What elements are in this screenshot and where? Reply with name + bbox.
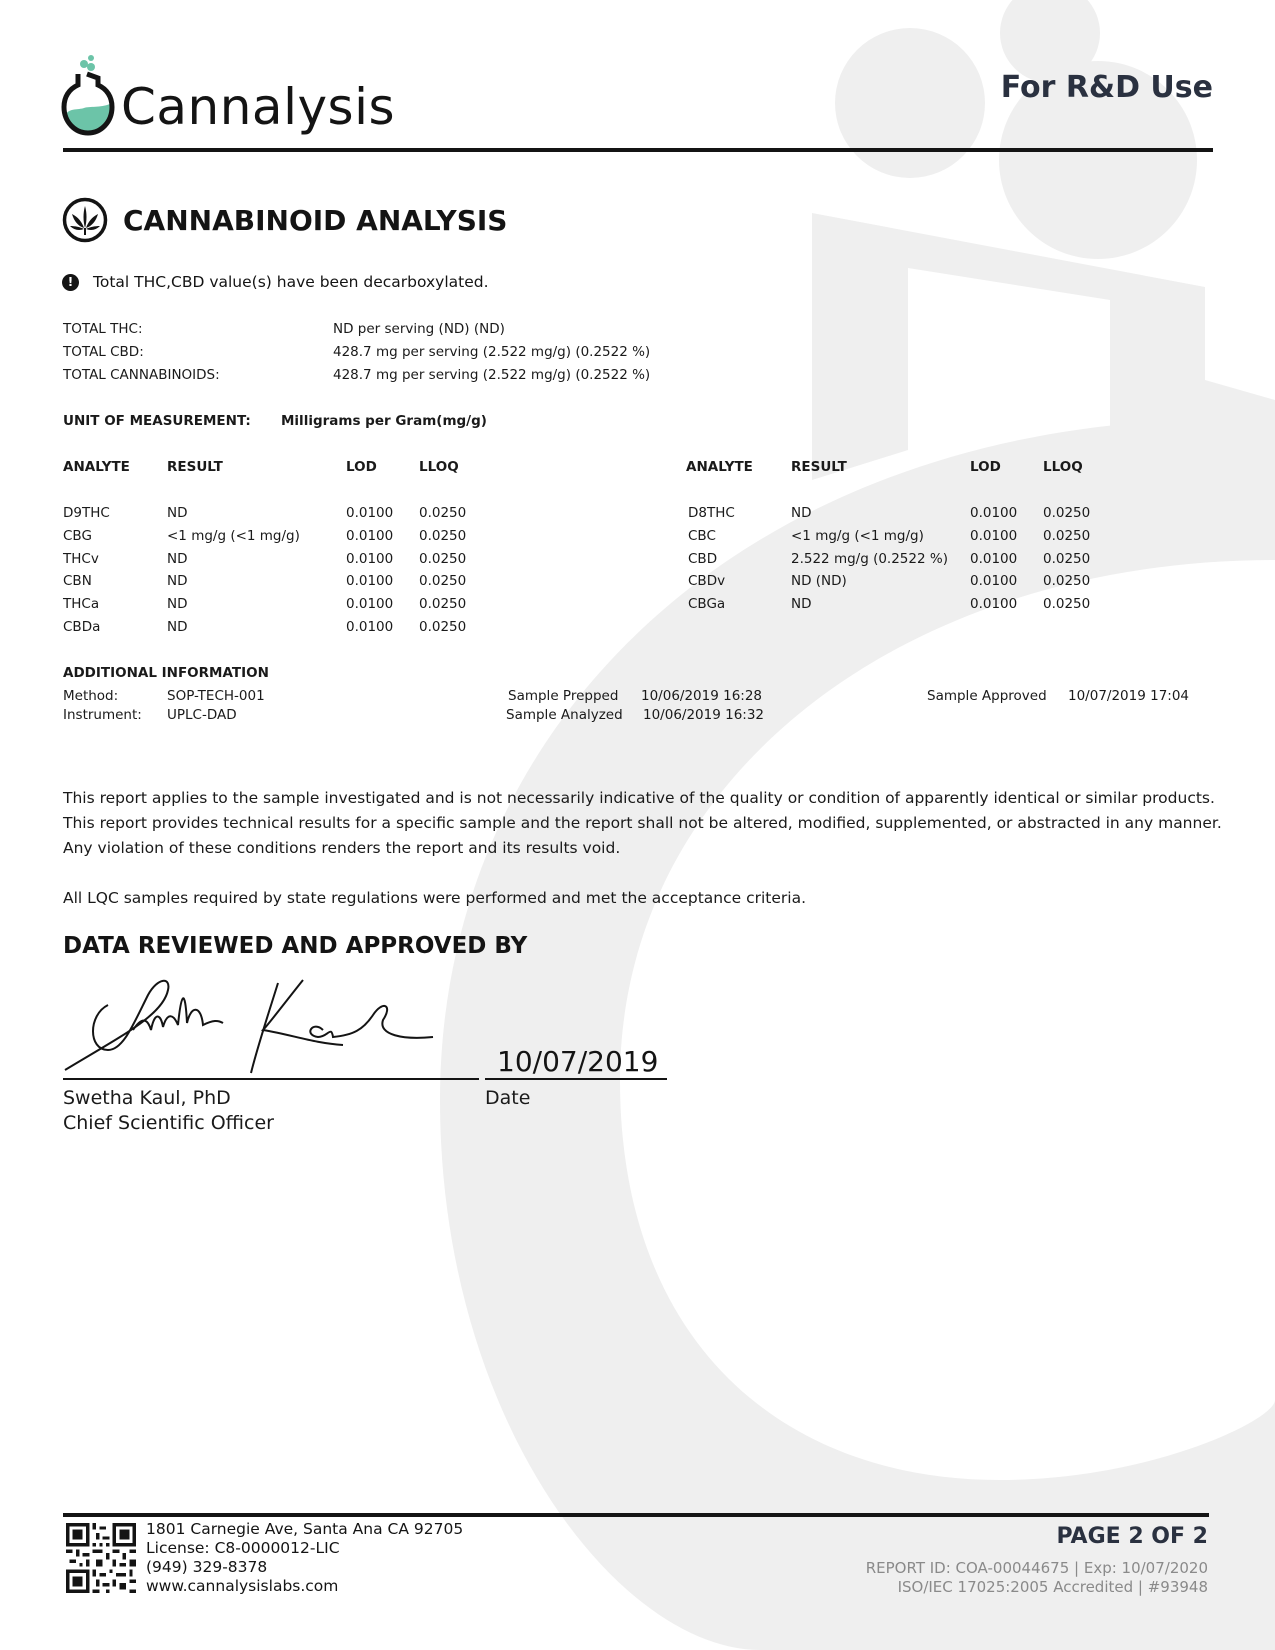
sample-prepped-value: 10/06/2019 16:28: [641, 688, 763, 704]
table-cell-lloq: 0.0250: [419, 505, 467, 521]
accreditation: ISO/IEC 17025:2005 Accredited | #93948: [897, 1578, 1208, 1596]
table-cell-analyte: CBDa: [63, 619, 101, 635]
approver-title: Chief Scientific Officer: [63, 1112, 274, 1134]
table-cell-lloq: 0.0250: [419, 573, 467, 589]
table-cell-lod: 0.0100: [346, 596, 394, 612]
table-cell-lod: 0.0100: [346, 619, 394, 635]
table-cell-analyte: CBD: [688, 551, 718, 567]
sample-prepped-label: Sample Prepped: [508, 688, 619, 704]
unit-value: Milligrams per Gram(mg/g): [281, 413, 487, 429]
sample-approved-label: Sample Approved: [927, 688, 1047, 704]
disclaimer-line: This report applies to the sample investigated and is not necessarily indicative of the quality or condition of apparently identical or similar products.: [63, 789, 1215, 807]
table-cell-lloq: 0.0250: [419, 528, 467, 544]
approval-title: DATA REVIEWED AND APPROVED BY: [63, 933, 528, 959]
table-cell-result: <1 mg/g (<1 mg/g): [167, 528, 300, 544]
date-line: [485, 1078, 667, 1080]
table-cell-lod: 0.0100: [970, 573, 1018, 589]
signature-image: [63, 975, 443, 1075]
usage-label: For R&D Use: [1000, 70, 1213, 105]
table-cell-lloq: 0.0250: [1043, 573, 1091, 589]
lqc-statement: All LQC samples required by state regulations were performed and met the acceptance criteria.: [63, 889, 807, 907]
page-number: PAGE 2 OF 2: [1056, 1524, 1208, 1549]
disclaimer-line: Any violation of these conditions renders the report and its results void.: [63, 839, 621, 857]
date-label: Date: [485, 1087, 531, 1109]
table-cell-lloq: 0.0250: [419, 551, 467, 567]
table-cell-lloq: 0.0250: [419, 596, 467, 612]
table-cell-result: 2.522 mg/g (0.2522 %): [791, 551, 948, 567]
table-cell-analyte: CBDv: [688, 573, 726, 589]
table-cell-lloq: 0.0250: [1043, 551, 1091, 567]
column-header-lloq: LLOQ: [419, 459, 459, 475]
sample-analyzed-value: 10/06/2019 16:32: [643, 707, 765, 723]
table-cell-lod: 0.0100: [346, 573, 394, 589]
method-label: Method:: [63, 688, 119, 704]
column-header-lod: LOD: [970, 459, 1001, 475]
table-cell-lloq: 0.0250: [1043, 505, 1091, 521]
total-cbd-value: 428.7 mg per serving (2.522 mg/g) (0.2522 %): [333, 344, 651, 360]
table-cell-result: <1 mg/g (<1 mg/g): [791, 528, 924, 544]
table-cell-result: ND (ND): [791, 573, 847, 589]
decarboxylation-note: Total THC,CBD value(s) have been decarboxylated.: [93, 273, 489, 291]
table-cell-lod: 0.0100: [970, 528, 1018, 544]
total-thc-label: TOTAL THC:: [63, 321, 143, 337]
header-divider: [63, 148, 1213, 152]
column-header-result: RESULT: [167, 459, 223, 475]
table-cell-analyte: D9THC: [63, 505, 110, 521]
table-cell-analyte: CBC: [688, 528, 716, 544]
table-cell-lod: 0.0100: [346, 505, 394, 521]
total-cannabinoids-value: 428.7 mg per serving (2.522 mg/g) (0.2522 %): [333, 367, 651, 383]
table-cell-analyte: THCv: [63, 551, 99, 567]
instrument-value: UPLC-DAD: [167, 707, 237, 723]
table-cell-analyte: CBG: [63, 528, 92, 544]
cannalysis-flask-logo-icon: [60, 52, 118, 137]
qr-code-icon: [66, 1523, 136, 1593]
column-header-analyte: ANALYTE: [686, 459, 753, 475]
table-cell-result: ND: [167, 573, 188, 589]
signature-line: [63, 1078, 479, 1080]
table-cell-analyte: THCa: [63, 596, 100, 612]
column-header-lloq: LLOQ: [1043, 459, 1083, 475]
sample-analyzed-label: Sample Analyzed: [506, 707, 623, 723]
table-cell-lloq: 0.0250: [419, 619, 467, 635]
column-header-lod: LOD: [346, 459, 377, 475]
table-cell-lloq: 0.0250: [1043, 528, 1091, 544]
table-cell-result: ND: [167, 596, 188, 612]
section-title: CANNABINOID ANALYSIS: [123, 204, 508, 237]
table-cell-lod: 0.0100: [346, 551, 394, 567]
alert-info-icon: !: [62, 274, 79, 291]
sample-approved-value: 10/07/2019 17:04: [1068, 688, 1190, 704]
total-thc-value: ND per serving (ND) (ND): [333, 321, 505, 337]
instrument-label: Instrument:: [63, 707, 142, 723]
approver-name: Swetha Kaul, PhD: [63, 1087, 231, 1109]
table-cell-result: ND: [791, 596, 812, 612]
cannabis-leaf-icon: [62, 197, 108, 243]
footer-address: 1801 Carnegie Ave, Santa Ana CA 92705: [146, 1520, 464, 1538]
table-cell-lod: 0.0100: [970, 505, 1018, 521]
footer-license: License: C8-0000012-LIC: [146, 1539, 340, 1557]
disclaimer-line: This report provides technical results for a specific sample and the report shall not be altered, modified, supplemented, or abstracted in any manner.: [63, 814, 1222, 832]
column-header-result: RESULT: [791, 459, 847, 475]
table-cell-lod: 0.0100: [970, 551, 1018, 567]
column-header-analyte: ANALYTE: [63, 459, 130, 475]
total-cbd-label: TOTAL CBD:: [63, 344, 144, 360]
footer-phone: (949) 329-8378: [146, 1558, 268, 1576]
table-cell-lloq: 0.0250: [1043, 596, 1091, 612]
footer-website[interactable]: www.cannalysislabs.com: [146, 1577, 339, 1595]
table-cell-result: ND: [791, 505, 812, 521]
table-cell-lod: 0.0100: [970, 596, 1018, 612]
table-cell-result: ND: [167, 505, 188, 521]
brand-name: Cannalysis: [121, 78, 396, 136]
report-id: REPORT ID: COA-00044675 | Exp: 10/07/2020: [865, 1559, 1208, 1577]
method-value: SOP-TECH-001: [167, 688, 265, 704]
approval-date: 10/07/2019: [497, 1045, 659, 1078]
table-cell-lod: 0.0100: [346, 528, 394, 544]
table-cell-result: ND: [167, 551, 188, 567]
table-cell-analyte: CBGa: [688, 596, 726, 612]
additional-info-title: ADDITIONAL INFORMATION: [63, 665, 269, 681]
total-cannabinoids-label: TOTAL CANNABINOIDS:: [63, 367, 220, 383]
footer-divider: [63, 1513, 1209, 1517]
table-cell-result: ND: [167, 619, 188, 635]
table-cell-analyte: CBN: [63, 573, 92, 589]
unit-label: UNIT OF MEASUREMENT:: [63, 413, 251, 429]
table-cell-analyte: D8THC: [688, 505, 735, 521]
